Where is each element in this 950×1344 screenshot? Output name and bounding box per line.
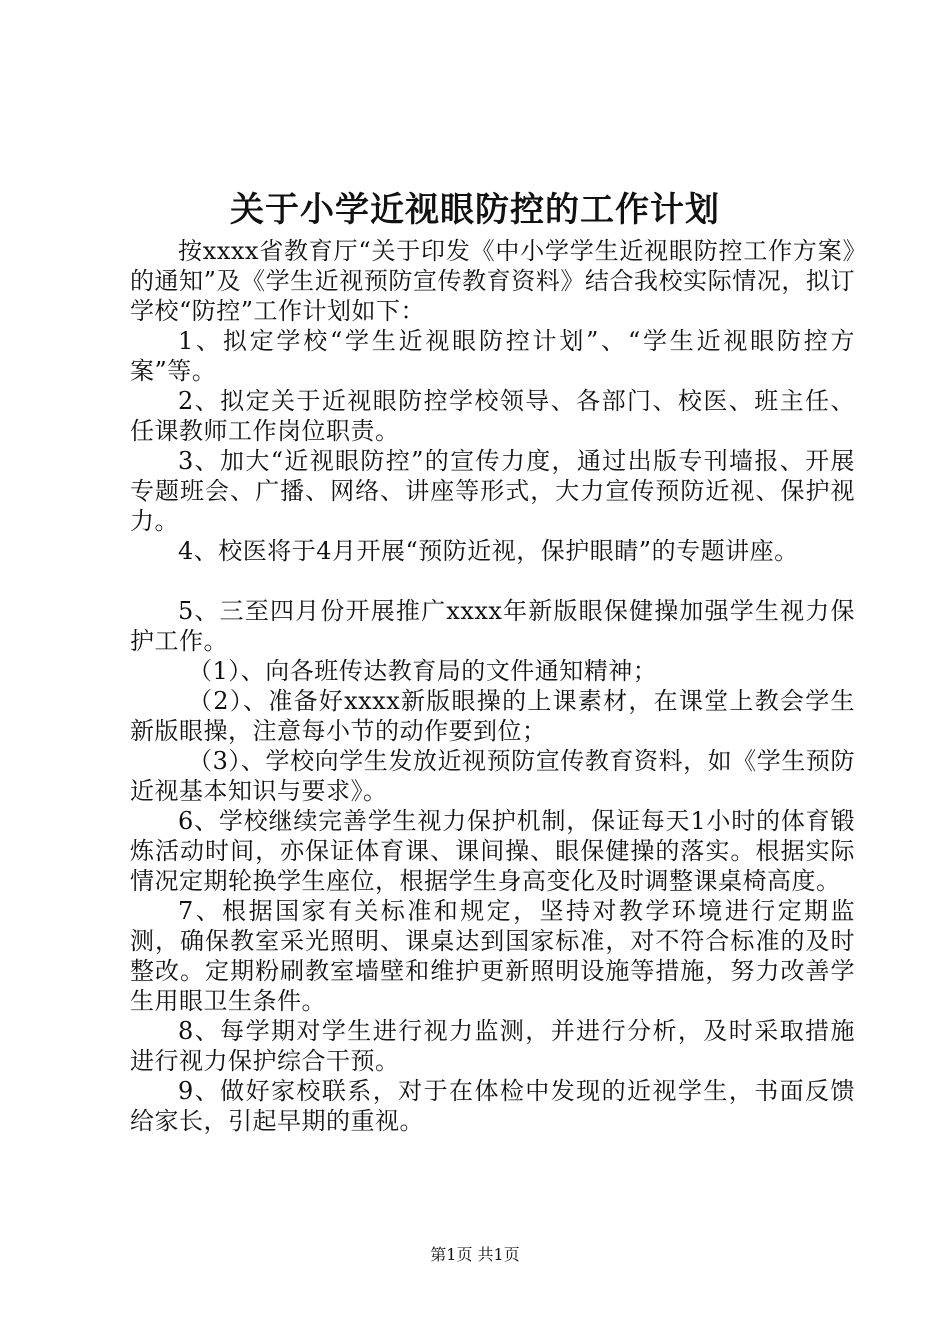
item-4-paragraph: 4、校医将于4月开展“预防近视，保护眼睛”的专题讲座。	[178, 537, 799, 565]
item-5-sub-3-paragraph: （3）、学校向学生发放近视预防宣传教育资料，如《学生预防近视基本知识与要求》。	[130, 747, 855, 805]
document-body	[130, 236, 855, 1136]
page-footer: 第1页 共1页	[430, 1245, 520, 1264]
item-5-paragraph: 5、三至四月份开展推广xxxx年新版眼保健操加强学生视力保护工作。	[130, 597, 855, 655]
item-5-sub-2-paragraph: （2）、准备好xxxx新版眼操的上课素材，在课堂上教会学生新版眼操，注意每小节的动作要到位；	[130, 687, 855, 745]
item-2-paragraph: 2、拟定关于近视眼防控学校领导、各部门、校医、班主任、任课教师工作岗位职责。	[130, 387, 855, 445]
item-8-paragraph: 8、每学期对学生进行视力监测，并进行分析，及时采取措施进行视力保护综合干预。	[130, 1017, 855, 1075]
item-3-paragraph: 3、加大“近视眼防控”的宣传力度，通过出版专刊墙报、开展专题班会、广播、网络、讲座等形式，大力宣传预防近视、保护视力。	[130, 447, 855, 535]
item-7-paragraph: 7、根据国家有关标准和规定，坚持对教学环境进行定期监测，确保教室采光照明、课桌达到国家标准，对不符合标准的及时整改。定期粉刷教室墙壁和维护更新照明设施等措施，努力改善学生用眼卫生条件。	[130, 897, 855, 1015]
intro-paragraph: 按xxxx省教育厅“关于印发《中小学学生近视眼防控工作方案》的通知”及《学生近视预防宣传教育资料》结合我校实际情况，拟订学校“防控”工作计划如下：	[130, 237, 855, 325]
item-1-paragraph: 1、拟定学校“学生近视眼防控计划”、“学生近视眼防控方案”等。	[130, 327, 855, 385]
item-5-sub-1-paragraph: （1）、向各班传达教育局的文件通知精神；	[188, 657, 658, 685]
item-9-paragraph: 9、做好家校联系，对于在体检中发现的近视学生，书面反馈给家长，引起早期的重视。	[130, 1077, 855, 1135]
item-6-paragraph: 6、学校继续完善学生视力保护机制，保证每天1小时的体育锻炼活动时间，亦保证体育课、课间操、眼保健操的落实。根据实际情况定期轮换学生座位，根据学生身高变化及时调整课桌椅高度。	[130, 807, 855, 895]
document-title: 关于小学近视眼防控的工作计划	[230, 190, 720, 230]
